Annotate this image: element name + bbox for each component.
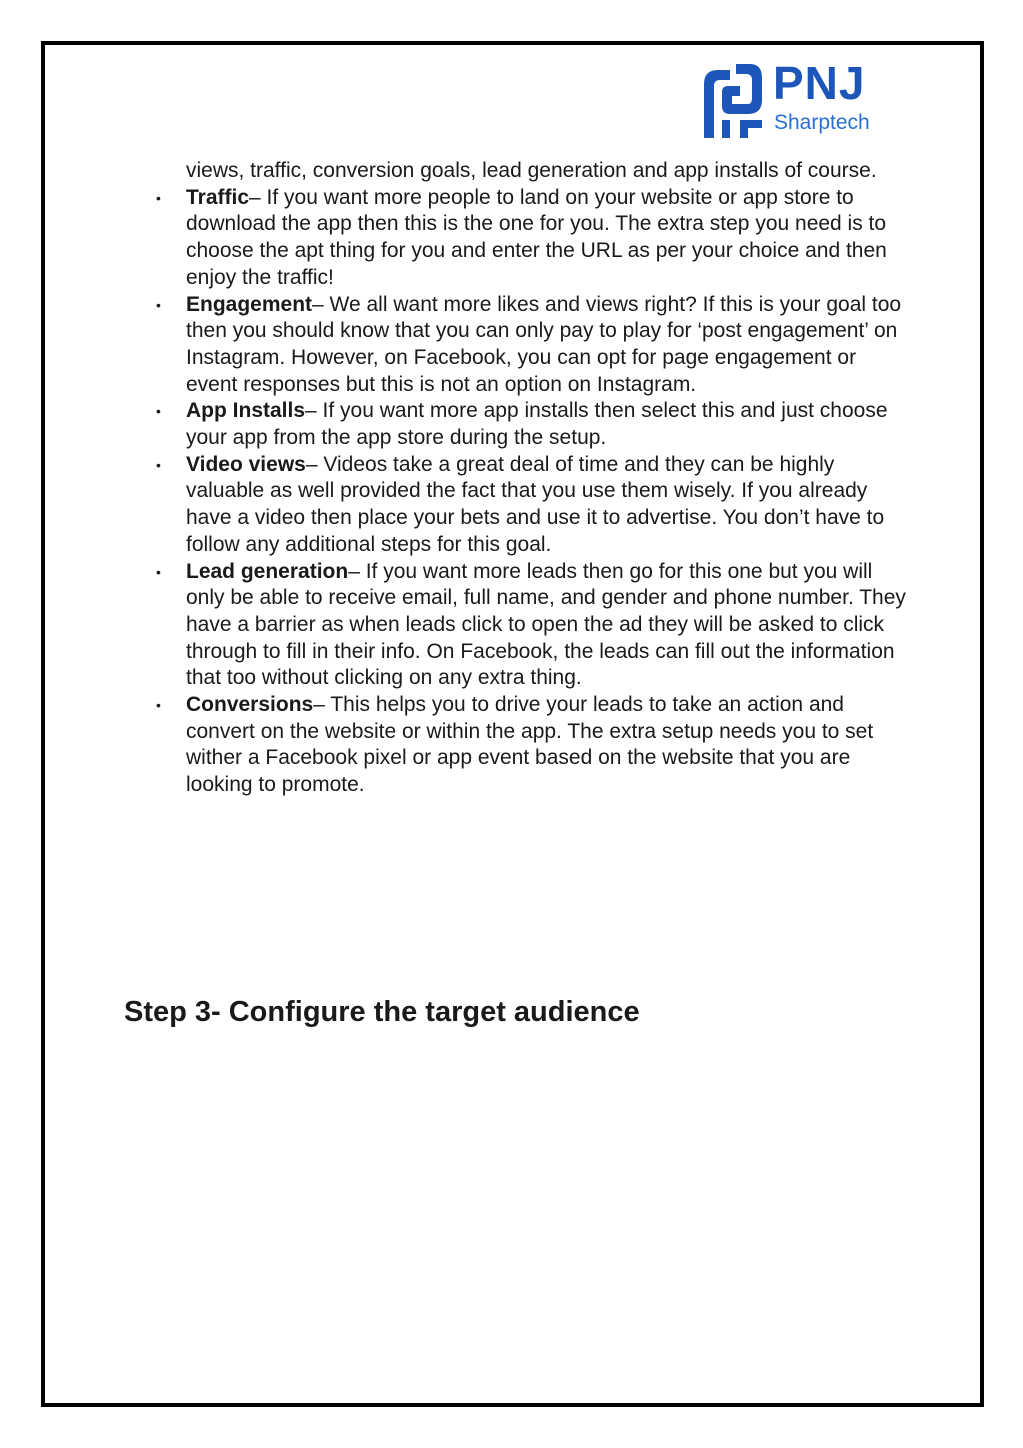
list-item-title: Engagement xyxy=(186,292,313,316)
list-item-title: Conversions xyxy=(186,693,314,717)
list-item-title: App Installs xyxy=(186,399,306,423)
pnj-logo-icon xyxy=(700,62,764,140)
list-item-traffic xyxy=(156,185,906,292)
bullet-icon: • xyxy=(156,697,161,714)
list-item-app-installs xyxy=(156,398,906,451)
logo-subtitle: Sharptech xyxy=(774,111,870,134)
bullet-icon: • xyxy=(156,189,161,206)
list-item-text: – We all want more likes and views right? If this is your goal too then you should know that you can only pay to play for ‘post engagement’ on Instagram. However, on Facebook, you can opt for page engagement or event responses but this is not an option on Instagram. xyxy=(186,292,902,396)
bullet-icon: • xyxy=(156,456,161,473)
list-item-conversions xyxy=(156,692,906,799)
list-item-title: Traffic xyxy=(186,185,250,209)
list-item-lead-generation xyxy=(156,559,906,693)
list-item-text: – This helps you to drive your leads to take an action and convert on the website or within the app. The extra setup needs you to set wither a Facebook pixel or app event based on the website that you are looking to promote. xyxy=(186,693,874,797)
list-item-text: – If you want more leads then go for this one but you will only be able to receive email, full name, and gender and phone number. They have a barrier as when leads click to open the ad they will be asked to click through to fill in their info. On Facebook, the leads can fill out the information that too without clicking on any extra thing. xyxy=(186,559,906,690)
list-item-video-views xyxy=(156,452,906,559)
logo-wordmark: PNJ xyxy=(773,57,866,109)
list-item-title: Lead generation xyxy=(186,559,349,583)
company-logo xyxy=(700,57,900,142)
list-item-title: Video views xyxy=(186,452,306,476)
section-heading: Step 3- Configure the target audience xyxy=(124,996,640,1028)
bullet-icon: • xyxy=(156,296,161,313)
intro-paragraph: views, traffic, conversion goals, lead generation and app installs of course. xyxy=(186,159,877,182)
bullet-icon: • xyxy=(156,563,161,580)
list-item-text: – If you want more app installs then select this and just choose your app from the app store during the setup. xyxy=(186,399,888,450)
bullet-icon: • xyxy=(156,403,161,420)
list-item-text: – If you want more people to land on your website or app store to download the app then this is the one for you. The extra step you need is to choose the apt thing for you and enter the URL as per your choice and then enjoy the traffic! xyxy=(186,185,887,289)
document-body xyxy=(156,158,906,799)
list-item-engagement xyxy=(156,292,906,399)
list-item-text: – Videos take a great deal of time and they can be highly valuable as well provided the fact that you use them wisely. If you already have a video then place your bets and use it to advertise. You don’t have to follow any additional steps for this goal. xyxy=(186,452,885,556)
objective-list xyxy=(156,185,906,799)
